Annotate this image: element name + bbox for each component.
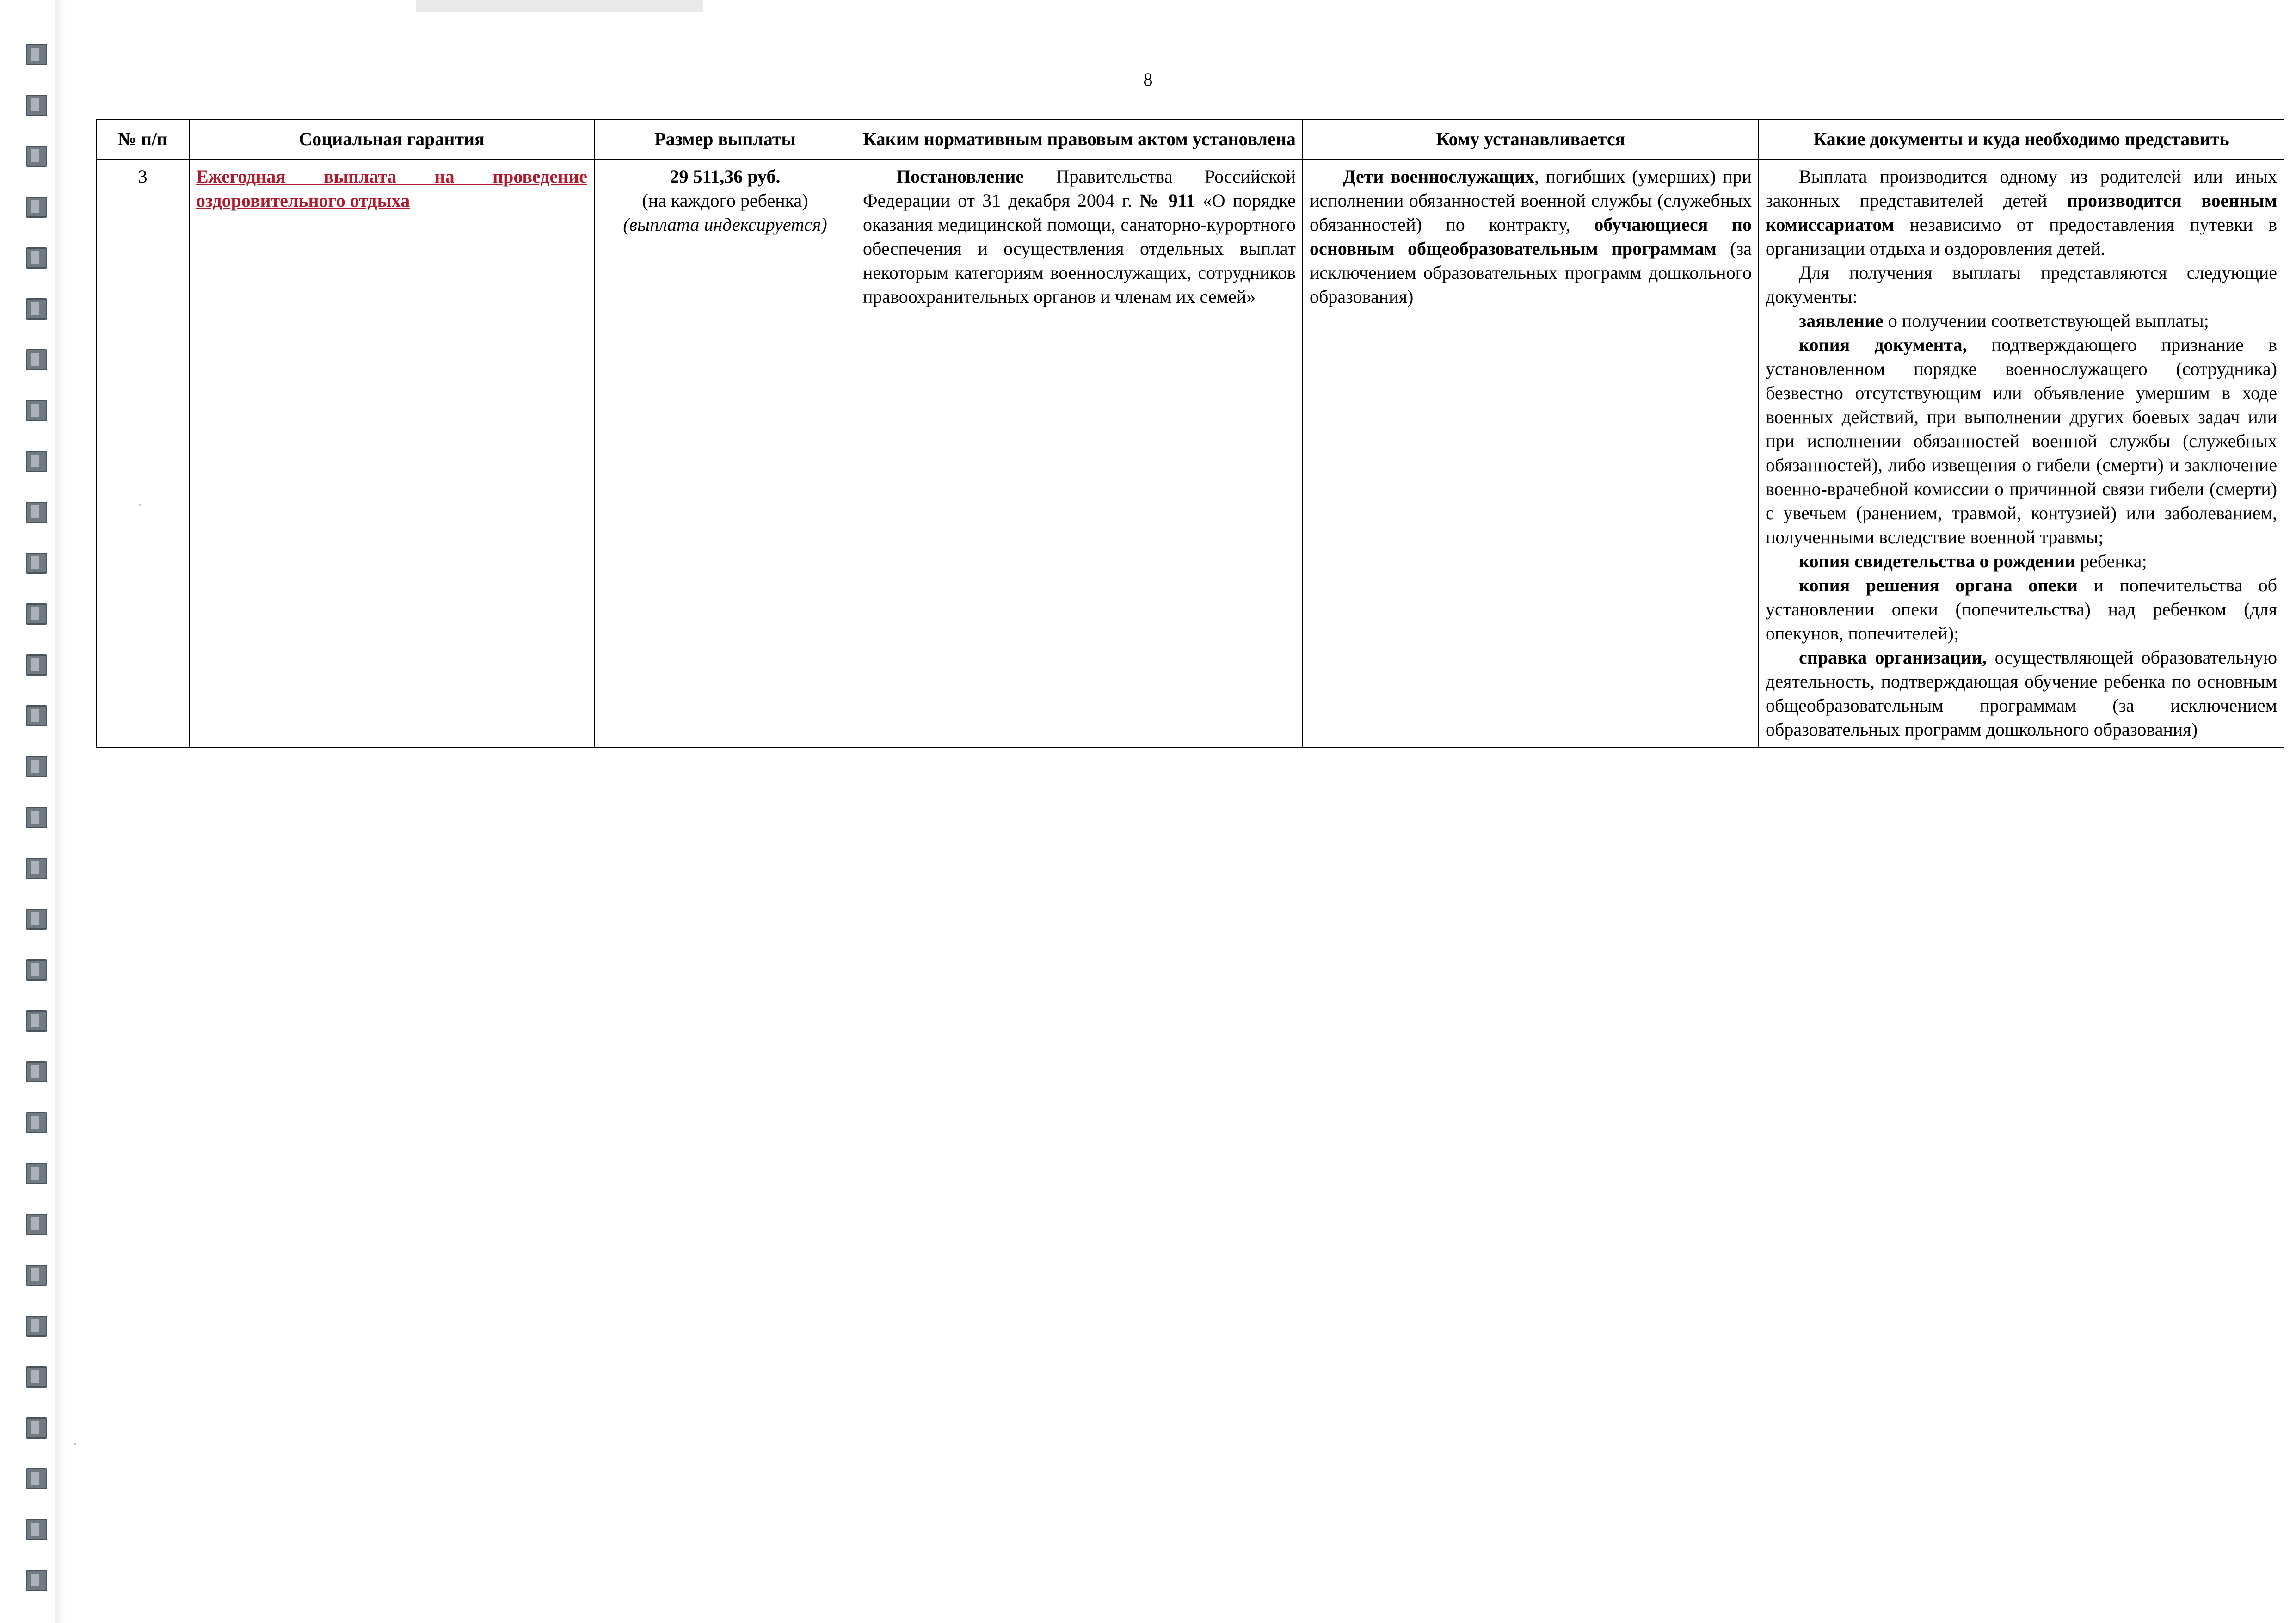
column-header-amount: Размер выплаты	[594, 120, 856, 160]
document-item-school-text: осуществляющей образовательную деятельность, подтверждающая обучение ребенка по основным общеобразовательным программам (за исключением образовательных программ дошкольного образования)	[1766, 647, 2278, 740]
scan-artifact	[416, 0, 703, 12]
social-guarantees-table	[96, 119, 2284, 748]
column-header-documents: Какие документы и куда необходимо представить	[1759, 120, 2284, 160]
document-item-birth-text: ребенка;	[2080, 551, 2147, 572]
column-header-guarantee: Социальная гарантия	[189, 120, 594, 160]
document-item-copy-text: подтверждающего признание в установленном порядке военнослужащего (сотрудника) безвестно отсутствующим или объявление умершим в ходе военных действий, при выполнении других боевых задач или при исполнении обязанностей военной службы (служебных обязанностей), либо извещения о гибели (смерти) и заключение военно-врачебной комиссии о причинной связи гибели (смерти) с увечьем (ранением, травмой, контузией) или заболеванием, полученными вследствие военной травмы;	[1766, 334, 2277, 547]
page-edge-shadow	[55, 0, 66, 1623]
scanner-spine	[0, 0, 62, 1623]
amount-indexation-note: (выплата индексируется)	[623, 214, 827, 235]
cell-row-number: 3	[96, 160, 189, 748]
documents-intro-part2: независимо от предоставления путевки в организации отдыха и оздоровления детей.	[1766, 214, 2278, 259]
documents-intro-part1: Выплата производится одному из родителей или иных законных представителей детей	[1766, 166, 2277, 211]
table-row	[96, 160, 2284, 748]
document-item-application-text: о получении соответствующей выплаты;	[1888, 310, 2209, 331]
document-item-school-label: справка организации,	[1799, 647, 1987, 668]
document-item-birth-label: копия свидетельства о рождении	[1799, 551, 2076, 572]
legal-act-issuer-date: Правительства Российской Федерации от 31 декабря 2004 г.	[863, 166, 1296, 211]
cell-recipient	[1303, 160, 1759, 748]
legal-act-number: № 911	[1139, 190, 1195, 211]
cell-guarantee	[189, 160, 594, 748]
guarantee-link[interactable]: Ежегодная выплата на проведение оздоровительного отдыха	[196, 166, 587, 211]
legal-act-paragraph	[863, 165, 1296, 309]
column-header-legal-act: Каким нормативным правовым актом установлена	[856, 120, 1303, 160]
amount-value: 29 511,36 руб.	[670, 166, 781, 187]
legal-act-title: «О порядке оказания медицинской помощи, санаторно-курортного обеспечения и осуществления отдельных выплат некоторым категориям военнослужащих, сотрудников правоохранительных органов и членам их семей»	[863, 190, 1296, 307]
documents-list-lead: Для получения выплаты представляются следующие документы:	[1766, 262, 2277, 307]
legal-act-type: Постановление	[896, 166, 1024, 187]
page-number: 8	[1143, 69, 1153, 90]
column-header-number: № п/п	[96, 120, 189, 160]
documents-intro-authority: производится военным комиссариатом	[1766, 190, 2277, 235]
recipient-exception: (за исключением образовательных программ дошкольного образования)	[1310, 238, 1752, 307]
document-item-guardianship-decision	[1766, 573, 2277, 646]
document-item-application	[1766, 309, 2277, 333]
document-item-guardianship-label: копия решения органа опеки	[1799, 575, 2078, 596]
document-item-copy-label: копия документа,	[1799, 334, 1967, 355]
cell-amount	[594, 160, 856, 748]
document-item-copy-of-document	[1766, 333, 2277, 549]
document-item-birth-certificate	[1766, 549, 2277, 573]
column-header-recipient: Кому устанавливается	[1303, 120, 1759, 160]
documents-intro-paragraph	[1766, 165, 2277, 261]
document-item-application-label: заявление	[1799, 310, 1884, 331]
cell-documents	[1759, 160, 2284, 748]
recipient-category: Дети военнослужащих	[1343, 166, 1534, 187]
recipient-conditions: , погибших (умерших) при исполнении обязанностей военной службы (служебных обязанностей) по контракту,	[1310, 166, 1752, 235]
amount-per-child-note: (на каждого ребенка)	[642, 190, 808, 211]
document-item-guardianship-text: и попечительства об установлении опеки (попечительства) над ребенком (для опекунов, попечителей);	[1766, 575, 2277, 644]
recipient-education-requirement: обучающиеся по основным общеобразовательным программам	[1310, 214, 1752, 259]
recipient-paragraph	[1310, 165, 1752, 309]
cell-legal-act	[856, 160, 1303, 748]
table-header-row	[96, 120, 2284, 160]
document-item-school-certificate	[1766, 646, 2277, 742]
